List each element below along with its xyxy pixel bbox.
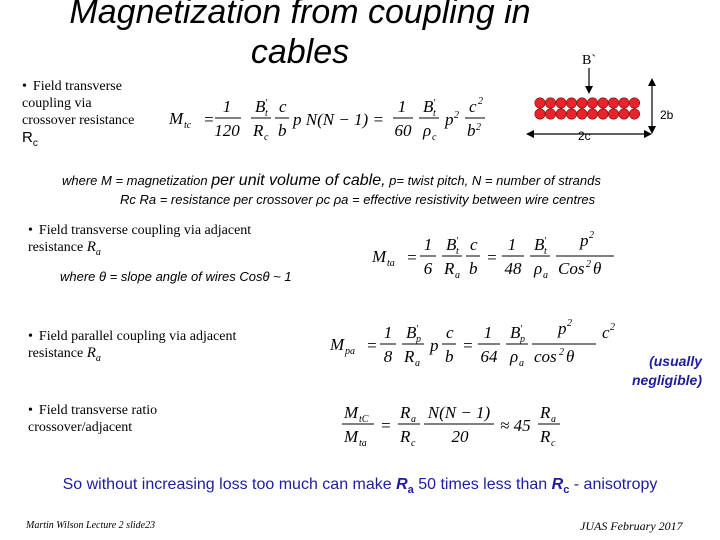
svg-text:c: c — [470, 235, 478, 254]
bullet-1-symbol: $R_c$ — [22, 129, 38, 149]
svg-text:p: p — [416, 334, 421, 345]
strand — [619, 98, 629, 108]
svg-text:′: ′ — [520, 324, 523, 335]
bullet-2-text: Field transverse coupling via adjacent resistance — [28, 223, 252, 255]
svg-text:b: b — [445, 347, 454, 366]
svg-text:2: 2 — [454, 110, 459, 121]
svg-text:1: 1 — [222, 97, 232, 116]
svg-text:p N(N − 1) =: p N(N − 1) = — [293, 110, 384, 129]
svg-text:=: = — [203, 110, 215, 129]
svg-text:p: p — [445, 110, 454, 129]
svg-text:R: R — [404, 347, 415, 366]
svg-text:θ: θ — [566, 347, 575, 366]
field-arrowhead — [585, 86, 593, 94]
where-definitions-line-1: where M = magnetization per unit volume of cable, p= twist pitch, N = number of strands — [62, 172, 601, 189]
height-label: 2b — [660, 108, 674, 122]
svg-text:B: B — [510, 323, 521, 342]
strand — [608, 98, 618, 108]
svg-text:ρ: ρ — [510, 347, 519, 366]
strand — [566, 98, 576, 108]
svg-text:c: c — [446, 323, 454, 342]
svg-text:′: ′ — [416, 324, 419, 335]
svg-text:ta: ta — [387, 258, 395, 269]
strand — [629, 98, 639, 108]
strand — [598, 98, 608, 108]
svg-text:1: 1 — [423, 235, 433, 254]
svg-text:c: c — [469, 97, 477, 116]
strand — [577, 98, 587, 108]
field-label: B` — [582, 53, 596, 68]
svg-text:c: c — [411, 438, 416, 449]
svg-text:1: 1 — [397, 97, 407, 116]
height-arrowhead-top — [648, 78, 656, 86]
svg-text:2: 2 — [559, 347, 564, 358]
svg-text:b: b — [278, 121, 287, 140]
strand — [566, 109, 576, 119]
svg-text:R: R — [400, 427, 411, 446]
svg-text:′: ′ — [456, 236, 459, 247]
negligible-note: (usually negligible) — [632, 353, 702, 388]
svg-text:B: B — [446, 235, 457, 254]
svg-text:2: 2 — [476, 122, 481, 133]
svg-text:64: 64 — [480, 347, 498, 366]
svg-text:M: M — [330, 335, 345, 354]
bullet-4: • Field transverse ratio crossover/adjacent — [28, 403, 158, 435]
svg-text:p: p — [430, 336, 439, 355]
svg-text:p: p — [580, 231, 589, 250]
strand — [545, 109, 555, 119]
svg-text:tC: tC — [359, 414, 369, 425]
svg-text:=: = — [366, 336, 378, 355]
bullet-1: • Field transverse coupling via crossover resistance $R_c$ — [22, 79, 135, 149]
svg-text:M: M — [372, 247, 387, 266]
svg-text:N(N − 1): N(N − 1) — [427, 403, 491, 422]
svg-text:≈ 45: ≈ 45 — [500, 416, 531, 435]
svg-text:B: B — [534, 235, 545, 254]
svg-text:b: b — [467, 121, 476, 140]
strand-group — [535, 98, 640, 119]
bullet-3-text: Field parallel coupling via adjacent resistance — [28, 329, 237, 361]
svg-text:′: ′ — [433, 98, 436, 109]
svg-text:=: = — [380, 416, 392, 435]
svg-text:p: p — [558, 319, 567, 338]
svg-text:b: b — [469, 259, 478, 278]
where-definitions-line-2: Rc Ra = resistance per crossover ρc ρa = effective resistivity between wire centres — [120, 192, 596, 207]
strand — [535, 98, 545, 108]
svg-text:pa: pa — [345, 346, 355, 357]
svg-text:t: t — [265, 108, 268, 119]
svg-text:tc: tc — [184, 120, 192, 131]
bullet-3: • Field parallel coupling via adjacent resistance $R_a$ — [28, 329, 237, 364]
equation-ratio — [340, 398, 570, 454]
width-label: 2c — [578, 129, 591, 143]
svg-text:c: c — [432, 132, 437, 143]
svg-text:1: 1 — [383, 323, 393, 342]
footer-right: JUAS February 2017 — [580, 519, 683, 533]
svg-text:t: t — [433, 108, 436, 119]
strand — [629, 109, 639, 119]
svg-text:c: c — [264, 132, 269, 143]
svg-text:20: 20 — [451, 427, 469, 446]
svg-text:a: a — [455, 270, 460, 281]
strand — [556, 109, 566, 119]
svg-text:M: M — [169, 109, 184, 128]
strand — [535, 109, 545, 119]
svg-text:ρ: ρ — [423, 121, 432, 140]
svg-text:=: = — [462, 336, 474, 355]
svg-text:a: a — [415, 358, 420, 369]
svg-text:R: R — [253, 121, 264, 140]
strand — [587, 98, 597, 108]
strand — [577, 109, 587, 119]
svg-text:θ: θ — [593, 259, 602, 278]
svg-text:=: = — [406, 248, 418, 267]
equation-parallel-coupling — [326, 318, 615, 378]
svg-text:60: 60 — [394, 121, 412, 140]
strand — [598, 109, 608, 119]
conclusion-text: So without increasing loss too much can make $R_a$ 50 times less than $R_c$ - anisotropy — [62, 476, 658, 497]
svg-text:2: 2 — [586, 259, 591, 270]
svg-text:8: 8 — [383, 347, 393, 366]
svg-text:′: ′ — [544, 236, 547, 247]
where-theta-line: where θ = slope angle of wires Cosθ ~ 1 — [60, 269, 292, 284]
svg-text:R: R — [540, 403, 551, 422]
svg-text:p: p — [520, 334, 525, 345]
svg-text:120: 120 — [214, 121, 240, 140]
strand — [587, 109, 597, 119]
svg-text:1: 1 — [507, 235, 517, 254]
width-arrowhead-left — [526, 130, 534, 138]
bullet-2: • Field transverse coupling via adjacent resistance $R_a$ — [28, 223, 252, 258]
svg-text:R: R — [540, 427, 551, 446]
svg-text:=: = — [486, 248, 498, 267]
svg-text:M: M — [344, 427, 359, 446]
svg-text:c: c — [602, 323, 610, 342]
svg-text:B: B — [423, 97, 434, 116]
svg-text:R: R — [444, 259, 455, 278]
svg-text:6: 6 — [423, 259, 433, 278]
svg-text:2: 2 — [610, 322, 615, 333]
svg-text:t: t — [456, 246, 459, 257]
svg-text:2: 2 — [589, 230, 594, 241]
svg-text:M: M — [344, 403, 359, 422]
strand — [608, 109, 618, 119]
bullet-1-text: Field transverse coupling via crossover resistance — [22, 79, 135, 128]
svg-text:a: a — [519, 358, 524, 369]
footer-left: Martin Wilson Lecture 2 slide23 — [26, 520, 156, 531]
svg-text:c: c — [551, 438, 556, 449]
equation-crossover-coupling — [165, 92, 505, 148]
svg-text:a: a — [551, 414, 556, 425]
svg-text:cos: cos — [534, 347, 557, 366]
svg-text:B: B — [406, 323, 417, 342]
strand — [556, 98, 566, 108]
svg-text:t: t — [544, 246, 547, 257]
svg-text:2: 2 — [567, 318, 572, 329]
svg-text:a: a — [411, 414, 416, 425]
strand — [619, 109, 629, 119]
cable-cross-section-diagram — [520, 48, 720, 148]
svg-text:ρ: ρ — [534, 259, 543, 278]
strand — [545, 98, 555, 108]
svg-text:R: R — [400, 403, 411, 422]
svg-text:a: a — [543, 270, 548, 281]
svg-text:′: ′ — [265, 98, 268, 109]
equation-adjacent-coupling — [368, 230, 628, 284]
page-title: Magnetization from coupling in cables — [69, 0, 531, 71]
bullet-2-symbol: $R_a$ — [86, 239, 101, 258]
svg-text:48: 48 — [504, 259, 522, 278]
bullet-4-text: Field transverse ratio crossover/adjacent — [28, 403, 158, 435]
svg-text:B: B — [255, 97, 266, 116]
svg-text:2: 2 — [478, 96, 483, 107]
svg-text:Cos: Cos — [558, 259, 585, 278]
svg-text:1: 1 — [483, 323, 493, 342]
svg-text:ta: ta — [359, 438, 367, 449]
bullet-3-symbol: $R_a$ — [86, 345, 101, 364]
svg-text:c: c — [279, 97, 287, 116]
